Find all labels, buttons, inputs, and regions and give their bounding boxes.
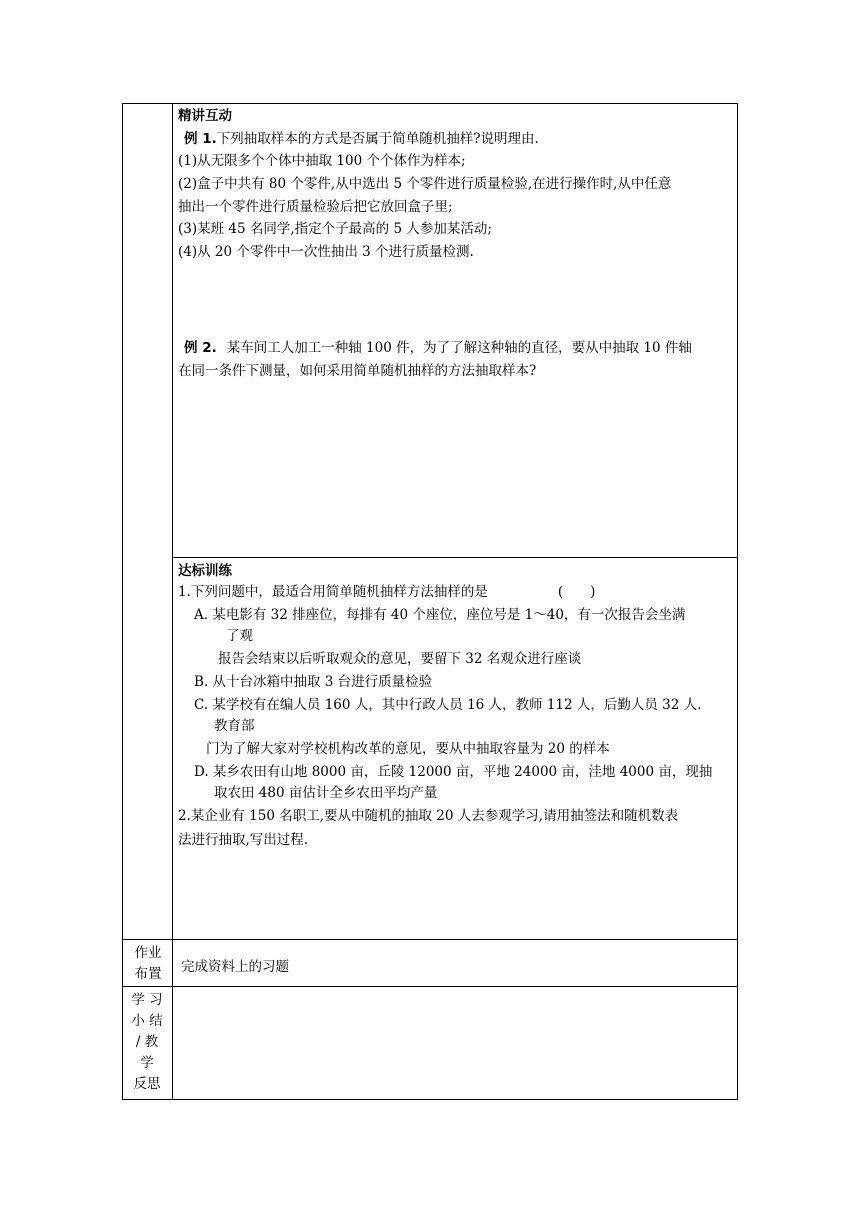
option-c-line-3: 门为了解大家对学校机构改革的意见，要从中抽取容量为 20 的样本 [206, 741, 610, 757]
table-row-divider-1 [172, 557, 738, 558]
option-d-line-2: 取农田 480 亩估计全乡农田平均产量 [214, 785, 438, 801]
section-heading: 达标训练 [178, 563, 232, 579]
example-2-line-1: 例 2. 某车间工人加工一种轴 100 件，为了了解这种轴的直径，要从中抽取 10 件轴 [184, 340, 692, 356]
example-2-label: 例 2. [184, 340, 217, 356]
table-border-right [737, 103, 738, 1100]
practice-section [178, 561, 733, 851]
example-1-item: (2)盒子中共有 80 个零件,从中选出 5 个零件进行质量检验,在进行操作时,从中任意 [178, 176, 672, 192]
question-2-line-2: 法进行抽取,写出过程. [178, 832, 309, 848]
example-1-text: 下列抽取样本的方式是否属于简单随机抽样?说明理由. [216, 131, 539, 147]
question-1-stem: 1.下列问题中，最适合用简单随机抽样方法抽样的是 ( ) [178, 584, 596, 600]
example-1-item: (1)从无限多个个体中抽取 100 个个体作为样本; [178, 153, 466, 169]
reflection-label: 学 习 小 结 / 教 学 反思 [131, 992, 163, 1092]
reflection-content [173, 987, 737, 1099]
table-border-left [122, 103, 123, 1100]
table-row-divider-2 [122, 939, 738, 940]
option-b: B. 从十台冰箱中抽取 3 台进行质量检验 [194, 674, 433, 690]
homework-content: 完成资料上的习题 [181, 959, 289, 975]
option-d-line-1: D. 某乡农田有山地 8000 亩，丘陵 12000 亩，平地 24000 亩，洼地 4000 亩，现抽 [194, 764, 713, 780]
option-a-line-3: 报告会结束以后听取观众的意见，要留下 32 名观众进行座谈 [218, 651, 582, 667]
option-a-line-1: A. 某电影有 32 排座位，每排有 40 个座位，座位号是 1～40，有一次报告会坐满 [194, 607, 686, 623]
section-heading: 精讲互动 [178, 108, 232, 124]
option-a-line-2: 了观 [226, 628, 253, 644]
answer-parentheses: ( ) [557, 584, 596, 600]
table-divider-column [172, 103, 173, 1100]
table-border-top [122, 103, 738, 104]
example-1-item: (3)某班 45 名同学,指定个子最高的 5 人参加某活动; [178, 221, 492, 237]
example-1-label: 例 1. [184, 131, 217, 147]
homework-label: 作业 布置 [134, 945, 162, 982]
question-2-line-1: 2.某企业有 150 名职工,要从中随机的抽取 20 人去参观学习,请用抽签法和随机数表 [178, 808, 679, 824]
example-1-item: 抽出一个零件进行质量检验后把它放回盒子里; [178, 199, 453, 215]
example-2-line-2: 在同一条件下测量，如何采用简单随机抽样的方法抽取样本? [178, 363, 537, 379]
interactive-lecture-section [178, 106, 733, 382]
table-border-bottom [122, 1099, 738, 1100]
option-c-line-1: C. 某学校有在编人员 160 人，其中行政人员 16 人，教师 112 人，后勤人员 32 人. [194, 697, 702, 713]
example-1-question [178, 129, 733, 150]
example-1-item: (4)从 20 个零件中一次性抽出 3 个进行质量检测. [178, 244, 474, 260]
option-c-line-2: 教育部 [214, 718, 255, 734]
